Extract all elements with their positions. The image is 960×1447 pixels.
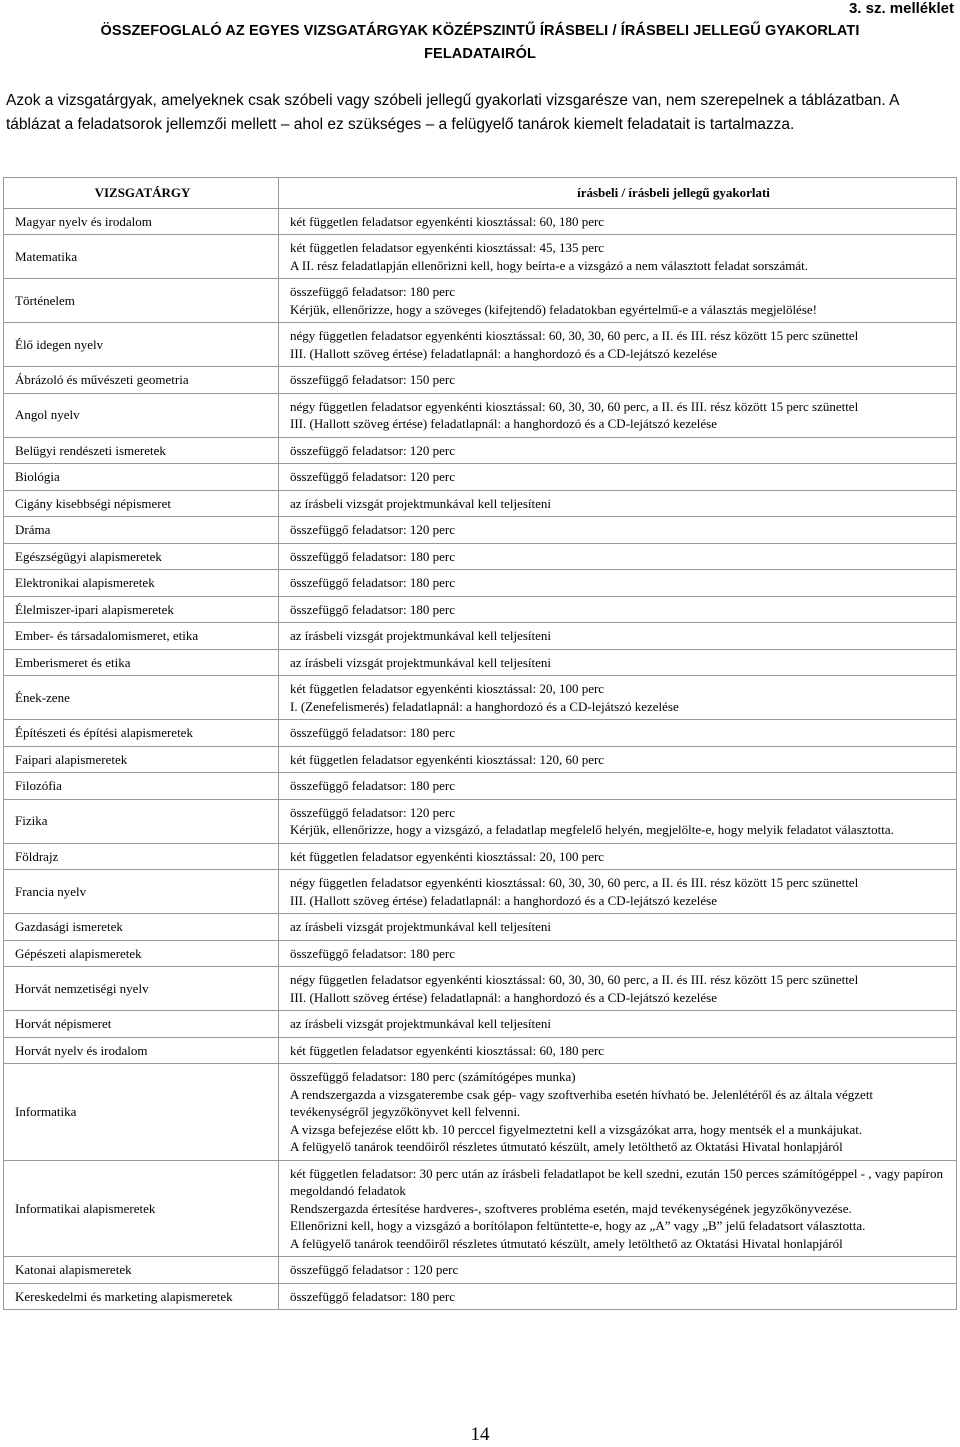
exam-detail-line: összefüggő feladatsor: 180 perc <box>290 575 455 590</box>
table-row <box>4 914 957 941</box>
subject-cell: Élelmiszer-ipari alapismeretek <box>4 596 279 623</box>
table-row <box>4 464 957 491</box>
title-line-2: FELADATAIRÓL <box>424 46 536 62</box>
exam-detail-line: összefüggő feladatsor: 180 perc <box>290 284 455 299</box>
subject-cell: Egészségügyi alapismeretek <box>4 543 279 570</box>
exam-detail-line: A felügyelő tanárok teendőiről részletes útmutató készült, amely letölthető az Oktatási Hivatal honlapjáról <box>290 1235 843 1251</box>
table-row <box>4 437 957 464</box>
exam-detail-line: összefüggő feladatsor: 180 perc <box>290 945 455 961</box>
table-row <box>4 490 957 517</box>
subject-cell: Ábrázoló és művészeti geometria <box>4 367 279 394</box>
exam-detail-line: összefüggő feladatsor: 120 perc <box>290 804 455 820</box>
exam-detail-line: összefüggő feladatsor: 120 perc <box>290 442 455 458</box>
exam-detail-cell <box>279 323 957 367</box>
subject-cell: Fizika <box>4 799 279 843</box>
exam-detail-line: III. (Hallott szöveg értése) feladatlapnál: a hanghordozó és a CD-lejátszó kezelése <box>290 345 718 361</box>
subject-cell: Építészeti és építési alapismeretek <box>4 720 279 747</box>
exam-detail-cell <box>279 543 957 570</box>
subject-cell: Elektronikai alapismeretek <box>4 570 279 597</box>
table-row <box>4 393 957 437</box>
table-row <box>4 543 957 570</box>
header-written-exam: írásbeli / írásbeli jellegű gyakorlati <box>279 178 957 209</box>
subject-cell: Horvát nemzetiségi nyelv <box>4 967 279 1011</box>
exam-detail-line: A felügyelő tanárok teendőiről részletes útmutató készült, amely letölthető az Oktatási Hivatal honlapjáról <box>290 1139 843 1154</box>
exam-detail-cell <box>279 676 957 720</box>
exam-detail-line: I. (Zenefelismerés) feladatlapnál: a hanghordozó és a CD-lejátszó kezelése <box>290 698 679 714</box>
exam-detail-cell <box>279 437 957 464</box>
table-row <box>4 940 957 967</box>
subject-cell: Francia nyelv <box>4 870 279 914</box>
exam-detail-cell <box>279 967 957 1011</box>
exam-detail-cell <box>279 1257 957 1284</box>
exam-detail-line: Ellenőrizni kell, hogy a vizsgázó a borítólapon feltüntette-e, hogy az „A” vagy „B” jelű feladatsort választotta. <box>290 1218 866 1233</box>
exam-detail-cell <box>279 746 957 773</box>
subject-cell: Matematika <box>4 235 279 279</box>
exam-detail-cell <box>279 914 957 941</box>
exam-detail-line: az írásbeli vizsgát projektmunkával kell teljesíteni <box>290 495 551 511</box>
table-row <box>4 773 957 800</box>
exam-detail-line: négy független feladatsor egyenkénti kiosztással: 60, 30, 30, 60 perc, a II. és III. rész között 15 perc szünettel <box>290 398 859 414</box>
annex-label: 3. sz. melléklet <box>848 0 954 17</box>
table-row <box>4 1160 957 1257</box>
table-row <box>4 799 957 843</box>
table-header-row <box>4 178 957 209</box>
exam-detail-cell <box>279 235 957 279</box>
exam-detail-line: két független feladatsor egyenkénti kiosztással: 60, 180 perc <box>290 1042 605 1058</box>
subject-cell: Faipari alapismeretek <box>4 746 279 773</box>
table-row <box>4 596 957 623</box>
table-row <box>4 279 957 323</box>
exam-detail-cell <box>279 208 957 235</box>
exam-detail-line: összefüggő feladatsor : 120 perc <box>290 1262 459 1277</box>
subject-cell: Angol nyelv <box>4 393 279 437</box>
exam-detail-line: összefüggő feladatsor: 180 perc <box>290 548 455 564</box>
table-row <box>4 843 957 870</box>
subject-cell: Biológia <box>4 464 279 491</box>
exam-detail-cell <box>279 464 957 491</box>
subject-cell: Informatikai alapismeretek <box>4 1160 279 1257</box>
exam-detail-line: négy független feladatsor egyenkénti kiosztással: 60, 30, 30, 60 perc, a II. és III. rész között 15 perc szünettel <box>290 875 859 890</box>
table-row <box>4 1064 957 1161</box>
exam-detail-line: III. (Hallott szöveg értése) feladatlapnál: a hanghordozó és a CD-lejátszó kezelése <box>290 416 718 431</box>
subject-cell: Kereskedelmi és marketing alapismeretek <box>4 1283 279 1310</box>
exam-detail-cell <box>279 1283 957 1310</box>
exam-detail-line: A rendszergazda a vizsgaterembe csak gép- vagy szoftverhiba esetén hívható be. Jelenlétéről és az általa végzett tevékenységről jegyzőkönyvet kell felvenni. <box>290 1086 874 1119</box>
exam-detail-cell <box>279 367 957 394</box>
table-row <box>4 323 957 367</box>
exam-detail-cell <box>279 279 957 323</box>
exam-detail-line: két független feladatsor egyenkénti kiosztással: 20, 100 perc <box>290 681 605 696</box>
table-row <box>4 570 957 597</box>
subject-cell: Történelem <box>4 279 279 323</box>
exam-detail-cell <box>279 843 957 870</box>
exam-detail-cell <box>279 720 957 747</box>
exam-detail-line: III. (Hallott szöveg értése) feladatlapnál: a hanghordozó és a CD-lejátszó kezelése <box>290 989 718 1005</box>
exam-detail-line: két független feladatsor egyenkénti kiosztással: 60, 180 perc <box>290 213 605 229</box>
exam-detail-line: négy független feladatsor egyenkénti kiosztással: 60, 30, 30, 60 perc, a II. és III. rész között 15 perc szünettel <box>290 328 859 343</box>
document-title <box>0 20 960 66</box>
table-row <box>4 746 957 773</box>
exam-detail-line: Kérjük, ellenőrizze, hogy a vizsgázó, a feladatlap megfelelő helyén, megjelölte-e, hogy melyik feladatot választotta. <box>290 822 894 837</box>
table-row <box>4 649 957 676</box>
header-subject: VIZSGATÁRGY <box>4 178 279 209</box>
subject-cell: Gépészeti alapismeretek <box>4 940 279 967</box>
subject-cell: Gazdasági ismeretek <box>4 914 279 941</box>
exam-detail-line: két független feladatsor egyenkénti kiosztással: 45, 135 perc <box>290 240 605 255</box>
exam-detail-cell <box>279 1064 957 1161</box>
exam-detail-line: Rendszergazda értesítése hardveres-, szoftveres probléma esetén, majd tevékenységének jegyzőkönyvezése. <box>290 1200 852 1216</box>
exam-detail-cell <box>279 940 957 967</box>
exam-detail-line: A II. rész feladatlapján ellenőrizni kell, hogy beírta-e a vizsgázó a nem választott feladat sorszámát. <box>290 257 808 273</box>
exam-detail-cell <box>279 870 957 914</box>
subject-cell: Földrajz <box>4 843 279 870</box>
exam-detail-line: összefüggő feladatsor: 180 perc <box>290 1288 455 1304</box>
exam-detail-cell <box>279 1011 957 1038</box>
exam-detail-line: az írásbeli vizsgát projektmunkával kell teljesíteni <box>290 628 551 643</box>
exam-detail-line: két független feladatsor egyenkénti kiosztással: 20, 100 perc <box>290 848 605 864</box>
exam-detail-line: az írásbeli vizsgát projektmunkával kell teljesíteni <box>290 654 551 670</box>
exam-detail-cell <box>279 517 957 544</box>
exam-detail-line: az írásbeli vizsgát projektmunkával kell teljesíteni <box>290 919 551 934</box>
exam-detail-cell <box>279 1160 957 1257</box>
exam-detail-line: Kérjük, ellenőrizze, hogy a szöveges (kifejtendő) feladatokban egyértelmű-e a választás megjelölése! <box>290 301 817 317</box>
subject-cell: Katonai alapismeretek <box>4 1257 279 1284</box>
subject-cell: Filozófia <box>4 773 279 800</box>
subject-cell: Magyar nyelv és irodalom <box>4 208 279 235</box>
exam-detail-line: összefüggő feladatsor: 150 perc <box>290 372 455 387</box>
subject-cell: Informatika <box>4 1064 279 1161</box>
exam-detail-line: összefüggő feladatsor: 180 perc (számítógépes munka) <box>290 1069 576 1084</box>
table-row <box>4 1037 957 1064</box>
exam-detail-line: összefüggő feladatsor: 180 perc <box>290 778 455 793</box>
exam-detail-cell <box>279 1037 957 1064</box>
exam-detail-line: két független feladatsor: 30 perc után az írásbeli feladatlapot be kell szedni, ezután 150 perces számítógéppel - , vagy papíron megoldandó feladatok <box>290 1165 943 1198</box>
exam-detail-cell <box>279 773 957 800</box>
exam-table <box>3 177 957 1310</box>
table-row <box>4 1011 957 1038</box>
subject-cell: Belügyi rendészeti ismeretek <box>4 437 279 464</box>
page-number: 14 <box>470 1424 490 1445</box>
subject-cell: Horvát nyelv és irodalom <box>4 1037 279 1064</box>
exam-detail-line: összefüggő feladatsor: 180 perc <box>290 601 455 617</box>
exam-detail-cell <box>279 393 957 437</box>
table-row <box>4 208 957 235</box>
title-line-1: ÖSSZEFOGLALÓ AZ EGYES VIZSGATÁRGYAK KÖZÉPSZINTŰ ÍRÁSBELI / ÍRÁSBELI JELLEGŰ GYAKORLATI <box>100 23 860 39</box>
exam-detail-line: A vizsga befejezése előtt kb. 10 perccel figyelmeztetni kell a vizsgázókat arra, hogy mentsék el a munkájukat. <box>290 1121 863 1137</box>
subject-cell: Dráma <box>4 517 279 544</box>
exam-detail-line: az írásbeli vizsgát projektmunkával kell teljesíteni <box>290 1016 551 1031</box>
table-row <box>4 967 957 1011</box>
table-row <box>4 676 957 720</box>
exam-detail-cell <box>279 570 957 597</box>
exam-detail-cell <box>279 596 957 623</box>
exam-detail-cell <box>279 649 957 676</box>
subject-cell: Ember- és társadalomismeret, etika <box>4 623 279 650</box>
table-row <box>4 1283 957 1310</box>
exam-detail-cell <box>279 490 957 517</box>
exam-detail-cell <box>279 799 957 843</box>
table-row <box>4 517 957 544</box>
intro-paragraph: Azok a vizsgatárgyak, amelyeknek csak szóbeli vagy szóbeli jellegű gyakorlati vizsgarésze van, nem szerepelnek a táblázatban. A táblázat a feladatsorok jellemzői mellett – ahol ez szükséges – a felügyelő tanárok kiemelt feladatait is tartalmazza. <box>6 92 899 133</box>
exam-detail-cell <box>279 623 957 650</box>
subject-cell: Horvát népismeret <box>4 1011 279 1038</box>
table-row <box>4 720 957 747</box>
exam-detail-line: négy független feladatsor egyenkénti kiosztással: 60, 30, 30, 60 perc, a II. és III. rész között 15 perc szünettel <box>290 972 859 987</box>
table-row <box>4 870 957 914</box>
exam-detail-line: összefüggő feladatsor: 120 perc <box>290 522 455 537</box>
exam-detail-line: összefüggő feladatsor: 120 perc <box>290 469 455 484</box>
subject-cell: Élő idegen nyelv <box>4 323 279 367</box>
table-body <box>4 208 957 1310</box>
table-row <box>4 1257 957 1284</box>
exam-detail-line: összefüggő feladatsor: 180 perc <box>290 725 455 740</box>
subject-cell: Emberismeret és etika <box>4 649 279 676</box>
table-row <box>4 367 957 394</box>
table-row <box>4 623 957 650</box>
subject-cell: Cigány kisebbségi népismeret <box>4 490 279 517</box>
subject-cell: Ének-zene <box>4 676 279 720</box>
exam-detail-line: két független feladatsor egyenkénti kiosztással: 120, 60 perc <box>290 751 605 767</box>
exam-detail-line: III. (Hallott szöveg értése) feladatlapnál: a hanghordozó és a CD-lejátszó kezelése <box>290 892 718 908</box>
table-row <box>4 235 957 279</box>
